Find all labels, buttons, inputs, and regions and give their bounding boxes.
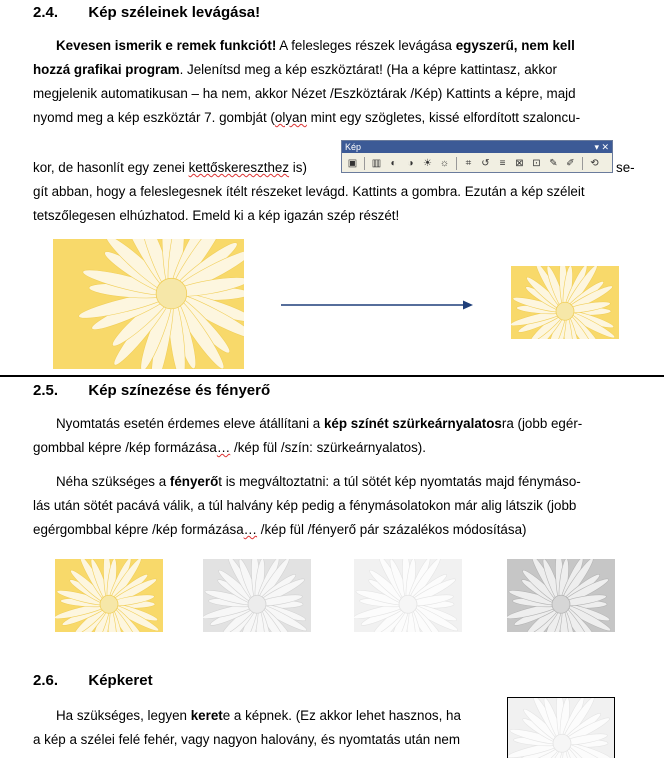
- text: e a képnek. (Ez akkor lehet hasznos, ha: [222, 708, 461, 723]
- section-number: 2.6.: [33, 672, 59, 689]
- ellipsis: …: [243, 522, 258, 537]
- section-number: 2.5.: [33, 382, 59, 399]
- flower-image-original[interactable]: [53, 239, 244, 369]
- paragraph-line: lás után sötét pacává válik, a túl halvány kép pedig a fénymásolatokon már alig látszik (jobb: [33, 498, 577, 513]
- paragraph-line: [33, 436, 635, 460]
- text: A felesleges részek levágása: [276, 38, 456, 53]
- section-title: Képkeret: [88, 672, 153, 689]
- less-brightness-icon[interactable]: ☼: [439, 157, 450, 169]
- toolbar-title: Kép: [345, 142, 362, 152]
- paragraph-line: megjelenik automatikusan – ha nem, akkor Nézet /Eszköztárak /Kép) Kattints a képre, majd: [33, 86, 576, 101]
- paragraph-line: [33, 106, 635, 130]
- bold-text: kép színét szürkeárnyalatos: [323, 416, 502, 431]
- section-number: 2.4.: [33, 4, 59, 21]
- less-contrast-icon[interactable]: ◑: [407, 157, 414, 169]
- section-2-6-heading: [33, 672, 153, 689]
- toolbar-separator: [364, 157, 365, 170]
- picture-toolbar[interactable]: [341, 140, 613, 173]
- bold-text: egyszerű, nem kell: [455, 38, 575, 53]
- paragraph-line: a kép a szélei felé fehér, vagy nagyon halovány, és nyomtatás után nem: [33, 732, 461, 747]
- set-transparent-color-icon[interactable]: ✐: [566, 157, 575, 169]
- spellcheck-word: olyan: [274, 110, 307, 125]
- hyphenated-word-part: se-: [616, 160, 635, 175]
- paragraph-line: tetszőlegesen elhúzhatod. Emeld ki a kép igazán szép részét!: [33, 208, 400, 223]
- section-2-4-heading: [33, 4, 260, 21]
- crop-icon[interactable]: ⌗: [465, 157, 472, 169]
- bold-text: fényerő: [169, 474, 219, 489]
- toolbar-separator: [582, 157, 583, 170]
- text: is): [289, 160, 307, 175]
- text: mint egy szögletes, kissé elfordított szaloncu-: [306, 110, 581, 125]
- toolbar-titlebar[interactable]: [342, 141, 612, 153]
- flower-image-grayscale-dark[interactable]: [507, 559, 615, 632]
- text: egérgombbal képre /kép formázása: [33, 522, 244, 537]
- flower-image-yellow[interactable]: [55, 559, 163, 632]
- flower-image-grayscale-pale[interactable]: [354, 559, 462, 632]
- text: t is megváltoztatni: a túl sötét kép nyomtatás majd fénymáso-: [218, 474, 581, 489]
- text-wrap-icon[interactable]: ⊡: [532, 157, 541, 169]
- more-contrast-icon[interactable]: ◐: [390, 157, 397, 169]
- section-title: Kép széleinek levágása!: [88, 4, 261, 21]
- insert-picture-icon[interactable]: ▣: [347, 157, 358, 169]
- flower-image-framed[interactable]: [507, 697, 615, 758]
- text: ra (jobb egér-: [501, 416, 583, 431]
- text: gombbal képre /kép formázása: [33, 440, 217, 455]
- paragraph-line: [33, 470, 635, 494]
- text: . Jelenítsd meg a kép eszköztárat! (Ha a képre kattintasz, akkor: [179, 62, 557, 77]
- more-brightness-icon[interactable]: ☀: [423, 157, 432, 169]
- paragraph-line: [33, 412, 635, 436]
- ellipsis: …: [216, 440, 231, 455]
- flower-image-cropped[interactable]: [511, 266, 619, 339]
- compress-icon[interactable]: ⊠: [515, 157, 524, 169]
- text: nyomd meg a kép eszköztár 7. gombját (: [33, 110, 275, 125]
- text: kor, de hasonlít egy zenei: [33, 160, 189, 175]
- color-icon[interactable]: ▥: [371, 157, 382, 169]
- toolbar-window-controls[interactable]: ▾ ✕: [594, 142, 609, 152]
- toolbar-buttons: [342, 153, 612, 170]
- text: /kép fül /szín: szürkeárnyalatos).: [230, 440, 426, 455]
- paragraph-line: [33, 704, 503, 728]
- bold-text: hozzá grafikai program: [33, 62, 180, 77]
- section-divider: [0, 375, 664, 377]
- paragraph-line: [33, 518, 635, 542]
- line-style-icon[interactable]: ≡: [499, 157, 506, 169]
- text: Ha szükséges, legyen: [56, 708, 191, 723]
- arrow-icon: [280, 298, 474, 312]
- rotate-icon[interactable]: ↺: [481, 157, 490, 169]
- text: /kép fül /fényerő pár százalékos módosítása): [257, 522, 527, 537]
- spellcheck-word: kettőskereszthez: [188, 160, 290, 175]
- reset-picture-icon[interactable]: ⟲: [590, 157, 599, 169]
- paragraph-line: gít abban, hogy a feleslegesnek ítélt részeket levágd. Kattints a gombra. Ezután a kép széleit: [33, 184, 585, 199]
- section-title: Kép színezése és fényerő: [88, 382, 271, 399]
- format-picture-icon[interactable]: ✎: [549, 157, 558, 169]
- flower-image-grayscale-light[interactable]: [203, 559, 311, 632]
- bold-text: Kevesen ismerik e remek funkciót!: [56, 38, 277, 53]
- paragraph-line: [33, 34, 635, 58]
- toolbar-separator: [456, 157, 457, 170]
- paragraph-line: [33, 58, 635, 82]
- text: Néha szükséges a: [56, 474, 170, 489]
- section-2-5-heading: [33, 382, 270, 399]
- text: Nyomtatás esetén érdemes eleve átállítani a: [56, 416, 324, 431]
- bold-text: keret: [190, 708, 223, 723]
